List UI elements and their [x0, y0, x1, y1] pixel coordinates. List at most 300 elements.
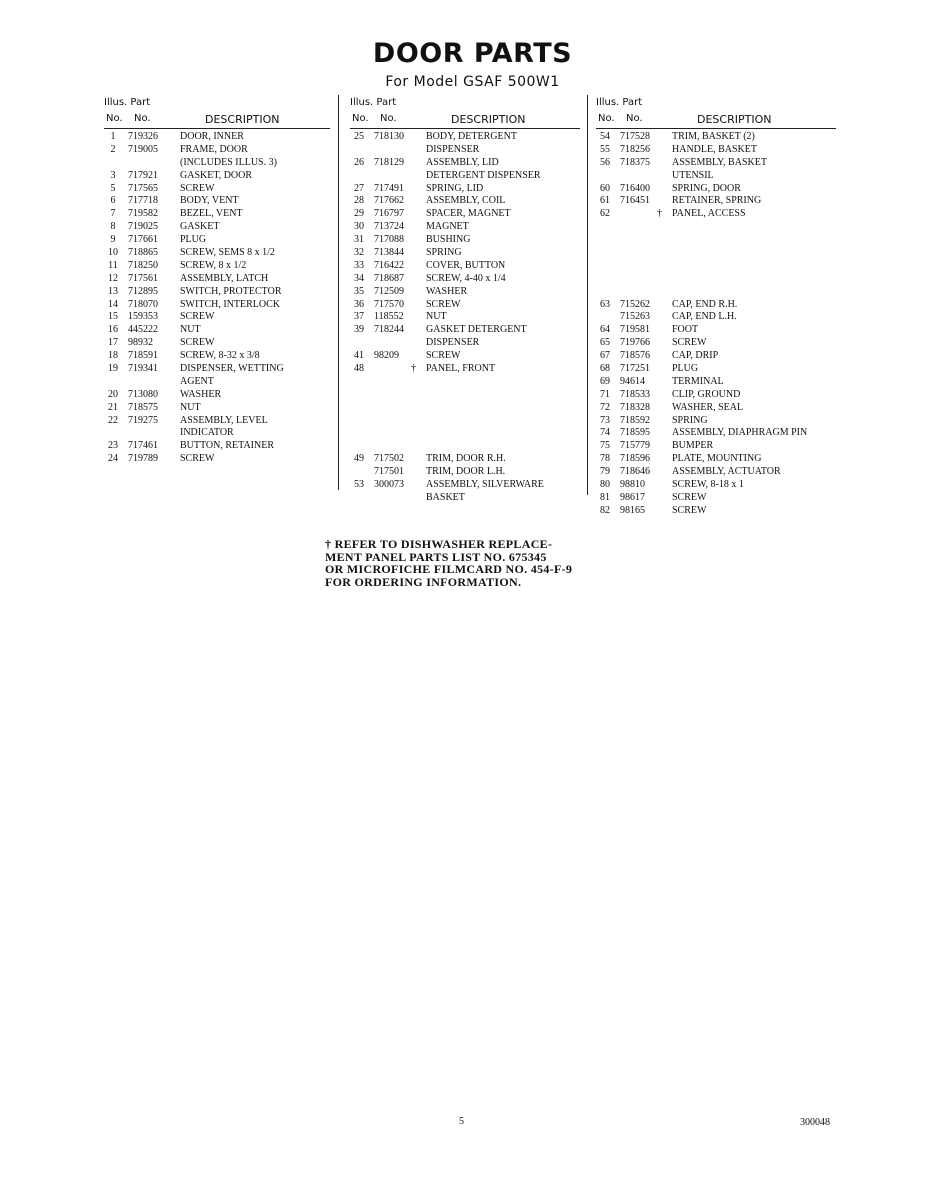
note-line: FOR ORDERING INFORMATION. [325, 574, 522, 589]
illus-number: 24 [108, 453, 118, 465]
part-number: 718865 [128, 247, 158, 259]
model-subtitle: For Model GSAF 500W1 [385, 74, 560, 90]
part-description: CAP, DRIP [672, 350, 719, 362]
column-header [596, 95, 836, 131]
illus-number: 20 [108, 388, 118, 400]
illus-number: 31 [354, 234, 364, 246]
part-description: BASKET [426, 491, 465, 503]
part-description: CLIP, GROUND [672, 388, 741, 400]
part-number: 159353 [128, 311, 158, 323]
part-description: SCREW [672, 337, 707, 349]
parts-row [350, 131, 580, 144]
part-description: UTENSIL [672, 169, 714, 181]
part-description: PLUG [672, 363, 699, 375]
part-number: 98932 [128, 337, 153, 349]
parts-row [596, 260, 836, 273]
part-description: HANDLE, BASKET [672, 143, 757, 155]
part-number: 98810 [620, 479, 645, 491]
part-description: (INCLUDES ILLUS. 3) [180, 156, 277, 168]
parts-row [596, 208, 836, 221]
illus-number: 19 [108, 363, 118, 375]
illus-number: 41 [354, 350, 364, 362]
column-divider-right [587, 95, 588, 495]
parts-row [596, 350, 836, 363]
part-number: 98165 [620, 504, 645, 516]
parts-row [104, 363, 330, 376]
illus-number: 12 [108, 272, 118, 284]
parts-row [104, 144, 330, 157]
part-number: 719766 [620, 337, 650, 349]
part-description: SCREW, 8 x 1/2 [180, 259, 247, 271]
part-number: 717565 [128, 182, 158, 194]
part-description: TRIM, BASKET (2) [672, 131, 755, 142]
part-description: SCREW [672, 491, 707, 503]
parts-row [104, 286, 330, 299]
parts-row [596, 324, 836, 337]
header-rule [350, 128, 580, 129]
illus-number: 6 [110, 195, 116, 207]
part-description: SCREW [180, 453, 215, 465]
illus-number: 11 [108, 259, 118, 271]
parts-row [350, 183, 580, 196]
parts-row [350, 337, 580, 350]
part-description: GASKET DETERGENT [426, 324, 527, 336]
part-description: BUMPER [672, 440, 714, 452]
illus-number: 53 [354, 479, 364, 491]
parts-list [596, 131, 836, 518]
illus-number: 9 [110, 234, 116, 246]
parts-row [104, 415, 330, 428]
parts-row [596, 183, 836, 196]
part-number: 718129 [374, 156, 404, 168]
part-number: 718576 [620, 350, 650, 362]
illus-number: 27 [354, 182, 364, 194]
part-number: 718256 [620, 143, 650, 155]
header-illus-no: No. [352, 113, 369, 124]
part-number: 98617 [620, 491, 645, 503]
parts-row [350, 350, 580, 363]
part-description: COVER, BUTTON [426, 259, 506, 271]
part-number: 717570 [374, 298, 404, 310]
illus-number: 36 [354, 298, 364, 310]
parts-row [596, 466, 836, 479]
part-number: 718070 [128, 298, 158, 310]
page-title: DOOR PARTS [372, 38, 573, 69]
parts-row [104, 324, 330, 337]
parts-row [104, 402, 330, 415]
parts-list [104, 131, 330, 466]
part-description: FOOT [672, 324, 699, 336]
parts-row [350, 195, 580, 208]
parts-row [596, 337, 836, 350]
part-number: 716400 [620, 182, 650, 194]
parts-column-3 [596, 95, 836, 518]
parts-row [350, 402, 580, 415]
illus-number: 21 [108, 401, 118, 413]
part-number: 718596 [620, 453, 650, 465]
parts-row [596, 157, 836, 170]
part-description: ASSEMBLY, COIL [426, 195, 506, 207]
part-description: SPRING [672, 414, 708, 426]
part-description: PANEL, ACCESS [672, 208, 746, 220]
parts-row [104, 453, 330, 466]
parts-row [350, 466, 580, 479]
part-description: SPRING, DOOR [672, 182, 741, 194]
part-number: 717921 [128, 169, 158, 181]
part-number: 94614 [620, 375, 645, 387]
illus-number: 60 [600, 182, 610, 194]
part-number: 718244 [374, 324, 404, 336]
header-illus-no: No. [598, 113, 615, 124]
part-description: SWITCH, INTERLOCK [180, 298, 280, 310]
part-number: 715779 [620, 440, 650, 452]
illus-number: 32 [354, 247, 364, 259]
note-line: MENT PANEL PARTS LIST NO. 675345 [325, 549, 547, 564]
parts-row [350, 415, 580, 428]
header-part-no: No. [380, 113, 397, 124]
illus-number: 72 [600, 401, 610, 413]
part-number: 717088 [374, 234, 404, 246]
part-description: SCREW, 8-32 x 3/8 [180, 350, 260, 362]
part-number: 716797 [374, 208, 404, 220]
illus-number: 25 [354, 131, 364, 142]
parts-row [104, 221, 330, 234]
parts-row [104, 208, 330, 221]
part-description: BODY, DETERGENT [426, 131, 517, 142]
part-number: 717502 [374, 453, 404, 465]
column-divider-left [338, 95, 339, 490]
part-description: SCREW [180, 337, 215, 349]
part-description: MAGNET [426, 221, 469, 233]
part-description: ASSEMBLY, ACTUATOR [672, 466, 781, 478]
illus-number: 74 [600, 427, 610, 439]
part-description: ASSEMBLY, BASKET [672, 156, 767, 168]
note-line: † REFER TO DISHWASHER REPLACE- [325, 537, 553, 551]
part-number: 718575 [128, 401, 158, 413]
part-number: 719581 [620, 324, 650, 336]
parts-row [350, 440, 580, 453]
replacement-panel-note [325, 538, 625, 588]
part-description: SCREW, 4-40 x 1/4 [426, 272, 506, 284]
parts-row [596, 286, 836, 299]
part-number: 719326 [128, 131, 158, 142]
parts-row [596, 273, 836, 286]
illus-number: 62 [600, 208, 610, 220]
parts-row [104, 299, 330, 312]
parts-row [350, 311, 580, 324]
header-illus-part: Illus. Part [596, 97, 643, 108]
part-description: SCREW, SEMS 8 x 1/2 [180, 247, 275, 259]
illus-number: 82 [600, 504, 610, 516]
illus-number: 14 [108, 298, 118, 310]
parts-row [596, 311, 836, 324]
part-number: 718250 [128, 259, 158, 271]
part-description: FRAME, DOOR [180, 143, 248, 155]
header-description: DESCRIPTION [451, 113, 526, 126]
part-number: 718687 [374, 272, 404, 284]
illus-number: 67 [600, 350, 610, 362]
parts-row [104, 183, 330, 196]
illus-number: 26 [354, 156, 364, 168]
parts-list [350, 131, 580, 505]
illus-number: 15 [108, 311, 118, 323]
part-description: ASSEMBLY, DIAPHRAGM PIN [672, 427, 808, 439]
part-number: 719005 [128, 143, 158, 155]
parts-row [350, 324, 580, 337]
part-description: SCREW [180, 182, 215, 194]
part-description: SCREW, 8-18 x 1 [672, 479, 744, 491]
part-description: AGENT [180, 375, 214, 387]
part-number: 717662 [374, 195, 404, 207]
part-description: DETERGENT DISPENSER [426, 169, 541, 181]
parts-row [596, 363, 836, 376]
parts-row [350, 479, 580, 492]
part-number: 717501 [374, 466, 404, 478]
part-number: 715263 [620, 311, 650, 323]
parts-row [596, 479, 836, 492]
part-number: 716451 [620, 195, 650, 207]
parts-row [350, 247, 580, 260]
part-description: SCREW [426, 298, 461, 310]
illus-number: 54 [600, 131, 610, 142]
illus-number: 10 [108, 247, 118, 259]
part-number: 716422 [374, 259, 404, 271]
illus-number: 37 [354, 311, 364, 323]
part-description: SCREW [672, 504, 707, 516]
illus-number: 29 [354, 208, 364, 220]
parts-row [596, 453, 836, 466]
part-description: SPACER, MAGNET [426, 208, 511, 220]
illus-number: 55 [600, 143, 610, 155]
illus-number: 2 [110, 143, 116, 155]
illus-number: 16 [108, 324, 118, 336]
parts-row [104, 389, 330, 402]
part-number: 719789 [128, 453, 158, 465]
illus-number: 35 [354, 285, 364, 297]
illus-number: 48 [354, 363, 364, 375]
part-description: PLUG [180, 234, 207, 246]
illus-number: 33 [354, 259, 364, 271]
illus-number: 3 [110, 169, 116, 181]
part-description: NUT [180, 324, 201, 336]
illus-number: 7 [110, 208, 116, 220]
illus-number: 69 [600, 375, 610, 387]
part-description: DOOR, INNER [180, 131, 244, 142]
parts-row [350, 260, 580, 273]
part-number: 300073 [374, 479, 404, 491]
parts-row [104, 350, 330, 363]
part-number: 718595 [620, 427, 650, 439]
part-number: 118552 [374, 311, 404, 323]
illus-number: 39 [354, 324, 364, 336]
part-description: INDICATOR [180, 427, 234, 439]
header-rule [104, 128, 330, 129]
parts-column-1 [104, 95, 330, 466]
header-part-no: No. [626, 113, 643, 124]
parts-row [104, 337, 330, 350]
illus-number: 17 [108, 337, 118, 349]
parts-row [596, 170, 836, 183]
part-number: 718592 [620, 414, 650, 426]
part-description: WASHER, SEAL [672, 401, 744, 413]
part-number: † [411, 363, 416, 375]
parts-row [104, 195, 330, 208]
parts-row [596, 195, 836, 208]
illus-number: 23 [108, 440, 118, 452]
part-description: SCREW [180, 311, 215, 323]
column-header [350, 95, 580, 131]
part-description: SWITCH, PROTECTOR [180, 285, 282, 297]
parts-row [350, 208, 580, 221]
part-description: ASSEMBLY, LATCH [180, 272, 269, 284]
illus-number: 64 [600, 324, 610, 336]
illus-number: 1 [110, 131, 116, 142]
parts-row [104, 131, 330, 144]
part-description: SCREW [426, 350, 461, 362]
part-number: 713724 [374, 221, 404, 233]
parts-row [350, 363, 580, 376]
part-description: TERMINAL [672, 375, 724, 387]
parts-row [104, 157, 330, 170]
header-illus-part: Illus. Part [350, 97, 397, 108]
part-description: TRIM, DOOR L.H. [426, 466, 506, 478]
illus-number: 80 [600, 479, 610, 491]
part-number: 719275 [128, 414, 158, 426]
parts-row [104, 273, 330, 286]
part-number: 713080 [128, 388, 158, 400]
part-description: DISPENSER [426, 143, 480, 155]
note-line: OR MICROFICHE FILMCARD NO. 454-F-9 [325, 562, 573, 576]
header-description: DESCRIPTION [205, 113, 280, 126]
parts-row [596, 415, 836, 428]
parts-row [596, 389, 836, 402]
part-description: NUT [180, 401, 201, 413]
part-description: BUSHING [426, 234, 471, 246]
part-description: ASSEMBLY, SILVERWARE [426, 479, 544, 491]
header-rule [596, 128, 836, 129]
part-number: 717661 [128, 234, 158, 246]
parts-row [596, 299, 836, 312]
parts-row [104, 247, 330, 260]
parts-row [350, 157, 580, 170]
illus-number: 68 [600, 363, 610, 375]
parts-row [350, 376, 580, 389]
parts-row [596, 221, 836, 234]
header-part-no: No. [134, 113, 151, 124]
parts-row [596, 440, 836, 453]
part-number: † [657, 208, 662, 220]
part-number: 717251 [620, 363, 650, 375]
part-description: RETAINER, SPRING [672, 195, 762, 207]
parts-row [350, 427, 580, 440]
illus-number: 30 [354, 221, 364, 233]
part-number: 98209 [374, 350, 399, 362]
part-number: 717718 [128, 195, 158, 207]
part-number: 718130 [374, 131, 404, 142]
column-header [104, 95, 330, 131]
parts-row [596, 376, 836, 389]
parts-row [596, 247, 836, 260]
part-number: 712509 [374, 285, 404, 297]
illus-number: 78 [600, 453, 610, 465]
part-number: 713844 [374, 247, 404, 259]
part-description: SPRING [426, 247, 462, 259]
part-description: BODY, VENT [180, 195, 239, 207]
illus-number: 73 [600, 414, 610, 426]
parts-row [350, 234, 580, 247]
part-description: NUT [426, 311, 447, 323]
illus-number: 63 [600, 298, 610, 310]
part-number: 717491 [374, 182, 404, 194]
parts-row [596, 427, 836, 440]
part-number: 445222 [128, 324, 158, 336]
parts-row [596, 505, 836, 518]
part-description: DISPENSER, WETTING [180, 363, 284, 375]
document-number: 300048 [800, 1117, 830, 1128]
parts-row [350, 453, 580, 466]
parts-row [596, 144, 836, 157]
header-illus-no: No. [106, 113, 123, 124]
parts-row [104, 311, 330, 324]
parts-row [350, 299, 580, 312]
part-description: BUTTON, RETAINER [180, 440, 275, 452]
part-description: GASKET, DOOR [180, 169, 253, 181]
part-description: WASHER [180, 388, 222, 400]
part-description: TRIM, DOOR R.H. [426, 453, 506, 465]
part-number: 712895 [128, 285, 158, 297]
part-description: ASSEMBLY, LID [426, 156, 499, 168]
part-number: 715262 [620, 298, 650, 310]
illus-number: 75 [600, 440, 610, 452]
parts-row [350, 286, 580, 299]
header-description: DESCRIPTION [697, 113, 772, 126]
illus-number: 56 [600, 156, 610, 168]
illus-number: 5 [110, 182, 116, 194]
illus-number: 71 [600, 388, 610, 400]
parts-row [104, 260, 330, 273]
illus-number: 22 [108, 414, 118, 426]
parts-row [596, 131, 836, 144]
parts-row [104, 170, 330, 183]
illus-number: 81 [600, 491, 610, 503]
parts-column-2 [350, 95, 580, 505]
part-number: 719341 [128, 363, 158, 375]
part-description: GASKET [180, 221, 220, 233]
part-description: ASSEMBLY, LEVEL [180, 414, 268, 426]
illus-number: 8 [110, 221, 116, 233]
part-description: SPRING, LID [426, 182, 484, 194]
parts-row [596, 234, 836, 247]
part-number: 717561 [128, 272, 158, 284]
part-description: BEZEL, VENT [180, 208, 243, 220]
part-number: 718591 [128, 350, 158, 362]
parts-row [350, 492, 580, 505]
illus-number: 61 [600, 195, 610, 207]
part-description: DISPENSER [426, 337, 480, 349]
part-description: CAP, END L.H. [672, 311, 737, 323]
part-number: 717461 [128, 440, 158, 452]
part-description: PLATE, MOUNTING [672, 453, 762, 465]
illus-number: 79 [600, 466, 610, 478]
illus-number: 34 [354, 272, 364, 284]
illus-number: 65 [600, 337, 610, 349]
parts-row [104, 234, 330, 247]
part-number: 719582 [128, 208, 158, 220]
parts-row [104, 440, 330, 453]
header-illus-part: Illus. Part [104, 97, 151, 108]
parts-row [350, 170, 580, 183]
part-description: PANEL, FRONT [426, 363, 496, 375]
